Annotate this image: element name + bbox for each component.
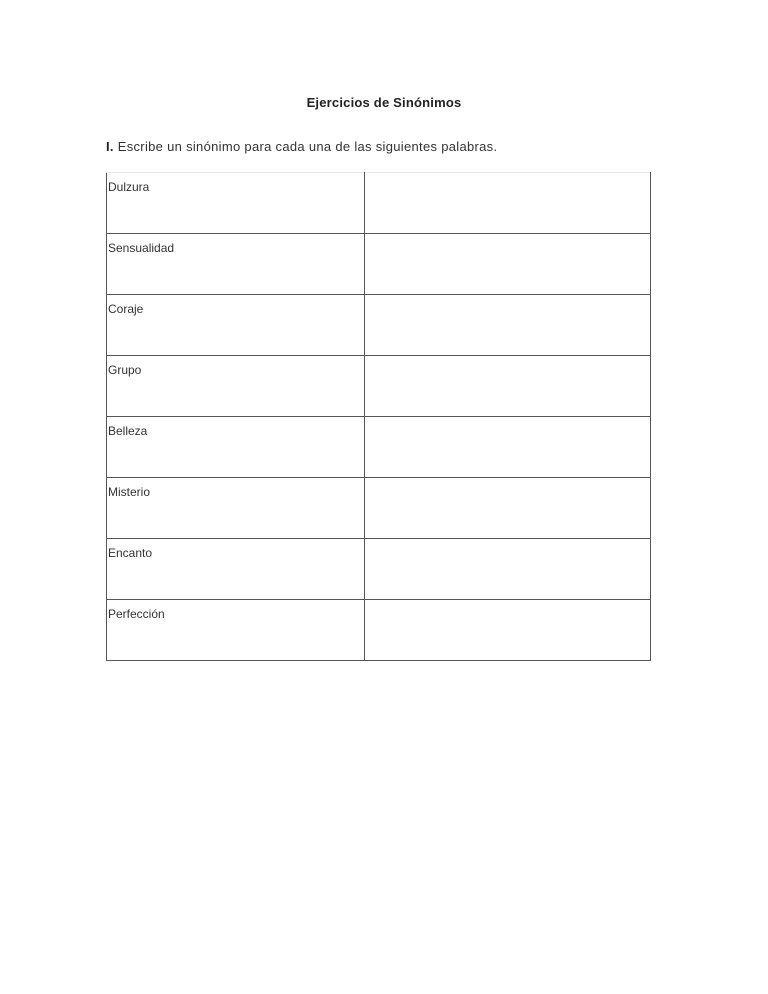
answer-cell[interactable]	[365, 539, 651, 600]
word-cell: Misterio	[107, 478, 365, 539]
synonyms-table	[106, 172, 651, 661]
page-title: Ejercicios de Sinónimos	[306, 95, 462, 110]
table-row	[107, 356, 651, 417]
instruction-text: Escribe un sinónimo para cada una de las siguientes palabras.	[113, 139, 498, 154]
answer-cell[interactable]	[365, 173, 651, 234]
answer-cell[interactable]	[365, 356, 651, 417]
word-cell: Grupo	[107, 356, 365, 417]
table-row	[107, 600, 651, 661]
table-row	[107, 478, 651, 539]
answer-cell[interactable]	[365, 478, 651, 539]
word-cell: Coraje	[107, 295, 365, 356]
word-cell: Sensualidad	[107, 234, 365, 295]
table-row	[107, 173, 651, 234]
word-cell: Belleza	[107, 417, 365, 478]
instruction	[106, 139, 497, 154]
answer-cell[interactable]	[365, 600, 651, 661]
table-row	[107, 295, 651, 356]
word-cell: Dulzura	[107, 173, 365, 234]
table-row	[107, 417, 651, 478]
answer-cell[interactable]	[365, 234, 651, 295]
word-cell: Perfección	[107, 600, 365, 661]
table-row	[107, 539, 651, 600]
answer-cell[interactable]	[365, 295, 651, 356]
answer-cell[interactable]	[365, 417, 651, 478]
instruction-number: I.	[106, 139, 114, 154]
word-cell: Encanto	[107, 539, 365, 600]
table-row	[107, 234, 651, 295]
